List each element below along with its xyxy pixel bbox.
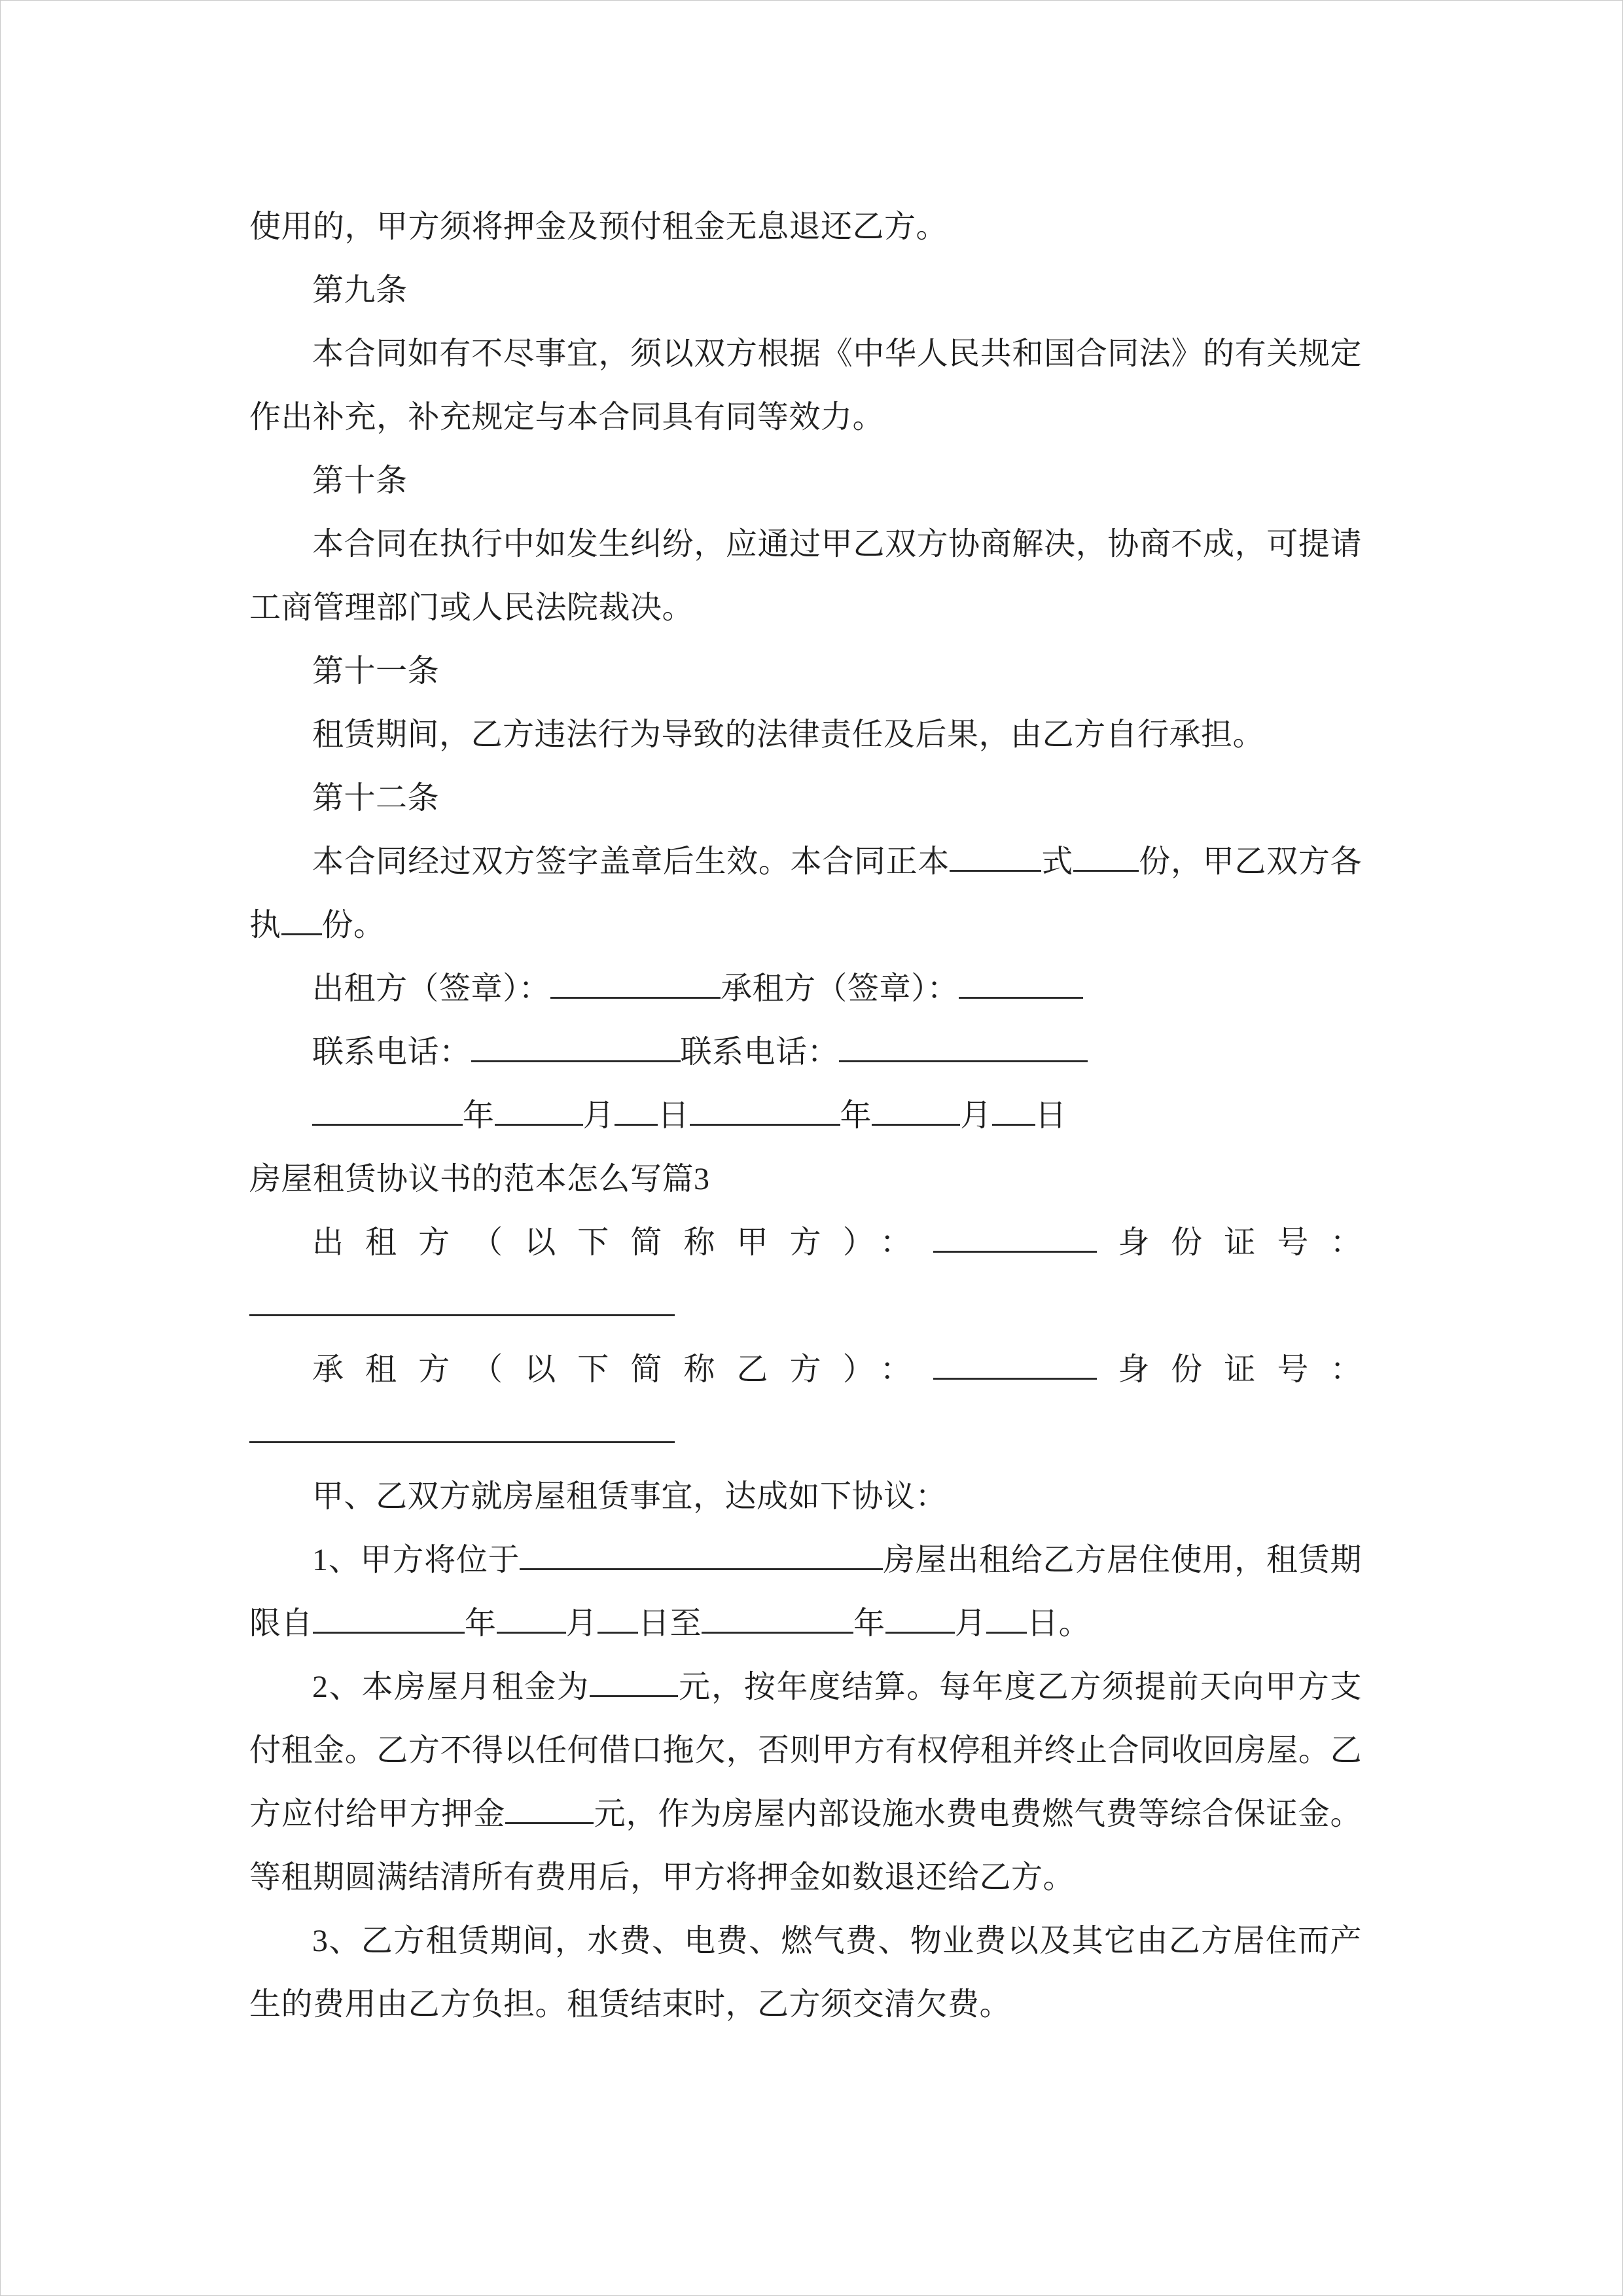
para-article-12 <box>249 830 1362 957</box>
signature-line <box>249 957 1362 1020</box>
text-run: 房屋租赁协议书的范本怎么写篇3 <box>249 1162 710 1196</box>
text-run: 式 <box>1041 844 1074 879</box>
text-run: 身份证号： <box>1096 1225 1362 1260</box>
fill-in-blank <box>597 1598 638 1634</box>
text-run: 月 <box>954 1606 987 1641</box>
fill-in-blank <box>520 1534 883 1570</box>
lessor-id-underline <box>249 1274 1362 1338</box>
text-run: 月 <box>960 1098 992 1133</box>
heading-article-9 <box>249 259 1362 322</box>
text-run: 联系电话： <box>680 1035 840 1069</box>
clause-3 <box>249 1909 1362 2036</box>
fill-in-blank <box>986 1598 1027 1634</box>
fill-in-blank <box>933 1344 1097 1380</box>
fill-in-blank <box>313 1598 465 1634</box>
text-run: 年 <box>463 1098 495 1133</box>
clause-2 <box>249 1655 1362 1909</box>
lessee-id-line <box>249 1338 1362 1401</box>
text-run: 年 <box>840 1098 872 1133</box>
heading-article-12 <box>249 766 1362 830</box>
para-article-10 <box>249 512 1362 639</box>
para-article-9 <box>249 322 1362 449</box>
text-run: 联系电话： <box>312 1035 471 1069</box>
text-run: 出租方（签章）： <box>312 971 551 1006</box>
text-run: 元，作为房屋内部设施水费电费燃气费等综合保证金。等租期圆满结清所有费用后，甲方将押金如数退还给乙方。 <box>249 1797 1362 1895</box>
text-run: 甲、乙双方就房屋租赁事宜，达成如下协议： <box>312 1479 948 1514</box>
text-run: 3、乙方租赁期间，水费、电费、燃气费、物业费以及其它由乙方居住而产生的费用由乙方负担。租赁结束时，乙方须交清欠费。 <box>249 1924 1362 2022</box>
text-run: 份。 <box>321 908 385 942</box>
text-run: 日。 <box>1027 1606 1091 1641</box>
text-run: 承租方（签章）： <box>721 971 959 1006</box>
heading-article-11 <box>249 639 1362 703</box>
heading-article-10 <box>249 449 1362 512</box>
text-run: 第十二条 <box>312 781 440 816</box>
para-agreement-intro <box>249 1465 1362 1528</box>
fill-in-blank <box>615 1090 658 1126</box>
fill-in-blank <box>471 1026 681 1062</box>
fill-in-blank <box>590 1661 678 1697</box>
fill-in-blank <box>885 1598 955 1634</box>
fill-in-blank <box>839 1026 1088 1062</box>
date-line <box>249 1084 1362 1147</box>
text-run: 份，甲乙双方各执 <box>249 844 1362 942</box>
fill-in-blank <box>497 1598 566 1634</box>
text-run: 日至 <box>638 1606 702 1641</box>
text-run: 出租方（以下简称甲方）： <box>312 1225 933 1260</box>
text-run: 日 <box>1035 1098 1067 1133</box>
fill-in-blank <box>312 1090 463 1126</box>
fill-in-blank <box>505 1788 594 1824</box>
fill-in-blank <box>702 1598 853 1634</box>
fill-in-blank <box>690 1090 840 1126</box>
para-deposit-refund <box>249 195 1362 259</box>
text-run: 月 <box>582 1098 615 1133</box>
text-run: 第十条 <box>312 463 408 498</box>
fill-in-blank <box>249 1280 675 1316</box>
fill-in-blank <box>933 1217 1097 1253</box>
fill-in-blank <box>495 1090 583 1126</box>
fill-in-blank <box>281 899 322 935</box>
phone-line <box>249 1020 1362 1084</box>
fill-in-blank <box>992 1090 1035 1126</box>
fill-in-blank <box>249 1407 675 1443</box>
text-run: 本合同如有不尽事宜，须以双方根据《中华人民共和国合同法》的有关规定作出补充，补充规定与本合同具有同等效力。 <box>249 336 1362 435</box>
text-run: 使用的，甲方须将押金及预付租金无息退还乙方。 <box>249 209 948 244</box>
fill-in-blank <box>1073 836 1139 872</box>
text-run: 本合同经过双方签字盖章后生效。本合同正本 <box>312 844 950 879</box>
fill-in-blank <box>872 1090 960 1126</box>
text-run: 承租方（以下简称乙方）： <box>312 1352 933 1387</box>
fill-in-blank <box>959 963 1083 999</box>
fill-in-blank <box>550 963 721 999</box>
fill-in-blank <box>950 836 1041 872</box>
text-run: 房屋出租给乙方居住使用，租赁期限自 <box>249 1543 1362 1641</box>
text-run: 日 <box>658 1098 690 1133</box>
text-run: 月 <box>565 1606 598 1641</box>
text-run: 身份证号： <box>1096 1352 1362 1387</box>
clause-1 <box>249 1528 1362 1655</box>
text-run: 第十一条 <box>312 654 440 689</box>
text-run: 1、甲方将位于 <box>312 1543 520 1577</box>
text-run: 年 <box>853 1606 885 1641</box>
para-article-11 <box>249 703 1362 766</box>
text-run: 租赁期间，乙方违法行为导致的法律责任及后果，由乙方自行承担。 <box>312 717 1265 752</box>
document-body <box>249 195 1362 2036</box>
lessor-id-line <box>249 1211 1362 1274</box>
text-run: 第九条 <box>312 273 408 308</box>
text-run: 元，按年度结算。每年度乙方须提前天向甲方支付租金。乙方不得以任何借口拖欠，否则甲方有权停租并终止合同收回房屋。乙方应付给甲方押金 <box>249 1670 1362 1831</box>
section-title <box>249 1147 1362 1211</box>
text-run: 2、本房屋月租金为 <box>312 1670 590 1704</box>
lessee-id-underline <box>249 1401 1362 1465</box>
text-run: 本合同在执行中如发生纠纷，应通过甲乙双方协商解决，协商不成，可提请工商管理部门或人民法院裁决。 <box>249 527 1362 625</box>
text-run: 年 <box>465 1606 497 1641</box>
